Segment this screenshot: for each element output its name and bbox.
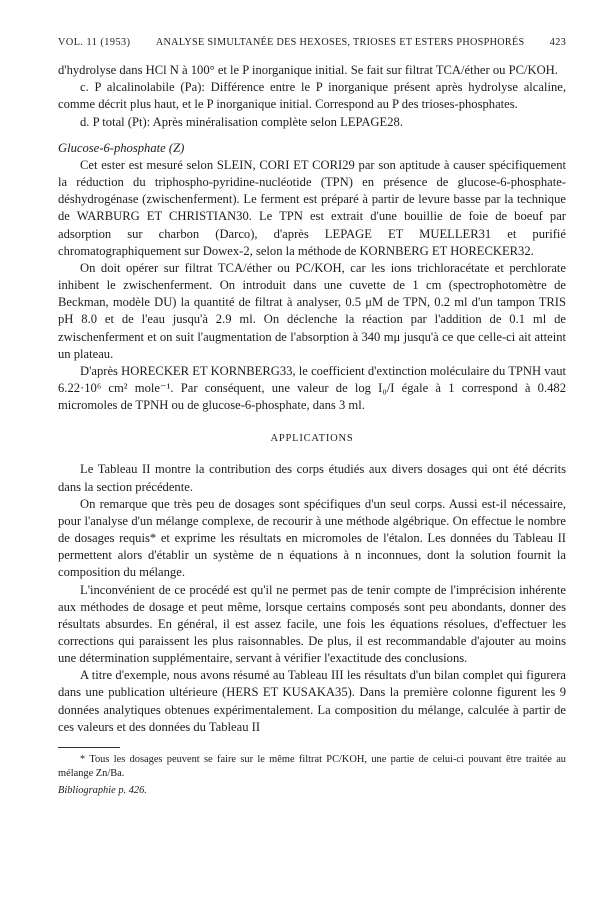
bibliography-reference: Bibliographie p. 426.: [58, 784, 147, 796]
paragraph-applications-algebraic: On remarque que très peu de dosages sont spécifiques d'un seul corps. Aussi est-il nécessaire, pour l'analyse d'un mélange complexe, de recourir à une méthode algébrique. On effectue le nombre de dosages requis* et exprime les résultats en micromoles de l'étalon. Les données du Tableau II permettent alors d'établir un système de n équations à n inconnues, dont la solution fournit la composition du mélange.: [58, 496, 566, 580]
footnote: * Tous les dosages peuvent se faire sur le même filtrat PC/KOH, une partie de celui-ci pouvant être traitée au mélange Zn/Ba.: [58, 753, 566, 779]
paragraph-p-total: d. P total (Pt): Après minéralisation complète selon LEPAGE28.: [80, 114, 403, 129]
volume-label: VOL. 11 (1953): [58, 37, 131, 48]
footnote-rule: [58, 747, 120, 748]
paragraph-p-alcalinolabile: c. P alcalinolabile (Pa): Différence entre le P inorganique présent après hydrolyse alcaline, comme décrit plus haut, et le P inorganique initial. Correspond au P des trioses-phosphates.: [58, 80, 566, 112]
paragraph-glucose-method: Cet ester est mesuré selon SLEIN, CORI ET CORI29 par son aptitude à causer spécifiquement la réduction du triphospho-pyridine-nucléotide (TPN) en présence de glucose-6-phosphate-déshydrogénase (zwischenferment). Le ferment est préparé à partir de levure basse par la technique de WARBURG ET CHRISTIAN30. Le TPN est extrait d'une bouillie de foie de boeuf par adsorption sur charbon (Darco), d'après LEPAGE ET MUELLER31 et purifié chromatographiquement sur Dowex-2, selon la méthode de KORNBERG ET HORECKER32.: [58, 157, 566, 258]
paragraph-applications-example: A titre d'exemple, nous avons résumé au Tableau III les résultats d'un bilan complet qui figurera dans une publication ultérieure (HERS ET KUSAKA35). Dans la première colonne figurent les 9 données analytiques obtenues expérimentalement. La composition du mélange, calculée à partir de ces valeurs et des données du Tableau II: [58, 668, 566, 734]
running-header: [58, 34, 566, 51]
running-title: ANALYSE SIMULTANÉE DES HEXOSES, TRIOSES ET ESTERS PHOSPHORÉS: [155, 37, 525, 48]
paragraph-hydrolysis-end: d'hydrolyse dans HCl N à 100° et le P inorganique initial. Se fait sur filtrat TCA/éther ou PC/KOH.: [58, 63, 558, 78]
paragraph-applications-imprecision: L'inconvénient de ce procédé est qu'il ne permet pas de tenir compte de l'imprécision inhérente aux méthodes de dosage et peut même, lorsque certains composés sont peu abondants, donner des résultats absurdes. En général, il est assez facile, une fois les équations résolues, d'effectuer les corrections qui paraissent les plus raisonnables. De plus, il est recommandable d'ajouter au moins une détermination supplémentaire, servant à vérifier l'exactitude des conclusions.: [58, 582, 566, 666]
page-number: 423: [549, 37, 566, 48]
applications-heading: APPLICATIONS: [270, 433, 354, 445]
paragraph-applications-intro: Le Tableau II montre la contribution des corps étudiés aux divers dosages qui ont été décrits dans la section précédente.: [58, 462, 566, 494]
paragraph-glucose-extinction: D'après HORECKER ET KORNBERG33, le coefficient d'extinction moléculaire du TPNH vaut 6.22·10⁶ cm² mole⁻¹. Par conséquent, une valeur de log I₀/I égale à 1 correspond à 0.482 micromoles de TPNH ou de glucose-6-phosphate, dans 3 ml.: [58, 363, 566, 413]
section-title-glucose-6-phosphate: Glucose-6-phosphate (Z): [58, 140, 185, 155]
page: [58, 34, 566, 798]
paragraph-glucose-procedure: On doit opérer sur filtrat TCA/éther ou PC/KOH, car les ions trichloracétate et perchlorate inhibent le zwischenferment. On introduit dans une cuvette de 1 cm (spectrophotomètre de Beckman, modèle DU) la quantité de filtrat à analyser, 0.5 μM de TPN, 0.2 ml d'un tampon TRIS pH 8.0 et de l'eau jusqu'à 2.9 ml. On déclenche la réaction par l'addition de 0.1 ml de zwischenferment et on suit l'augmentation de l'absorption à 340 mμ jusqu'à ce que celle-ci ait atteint un plateau.: [58, 260, 566, 361]
